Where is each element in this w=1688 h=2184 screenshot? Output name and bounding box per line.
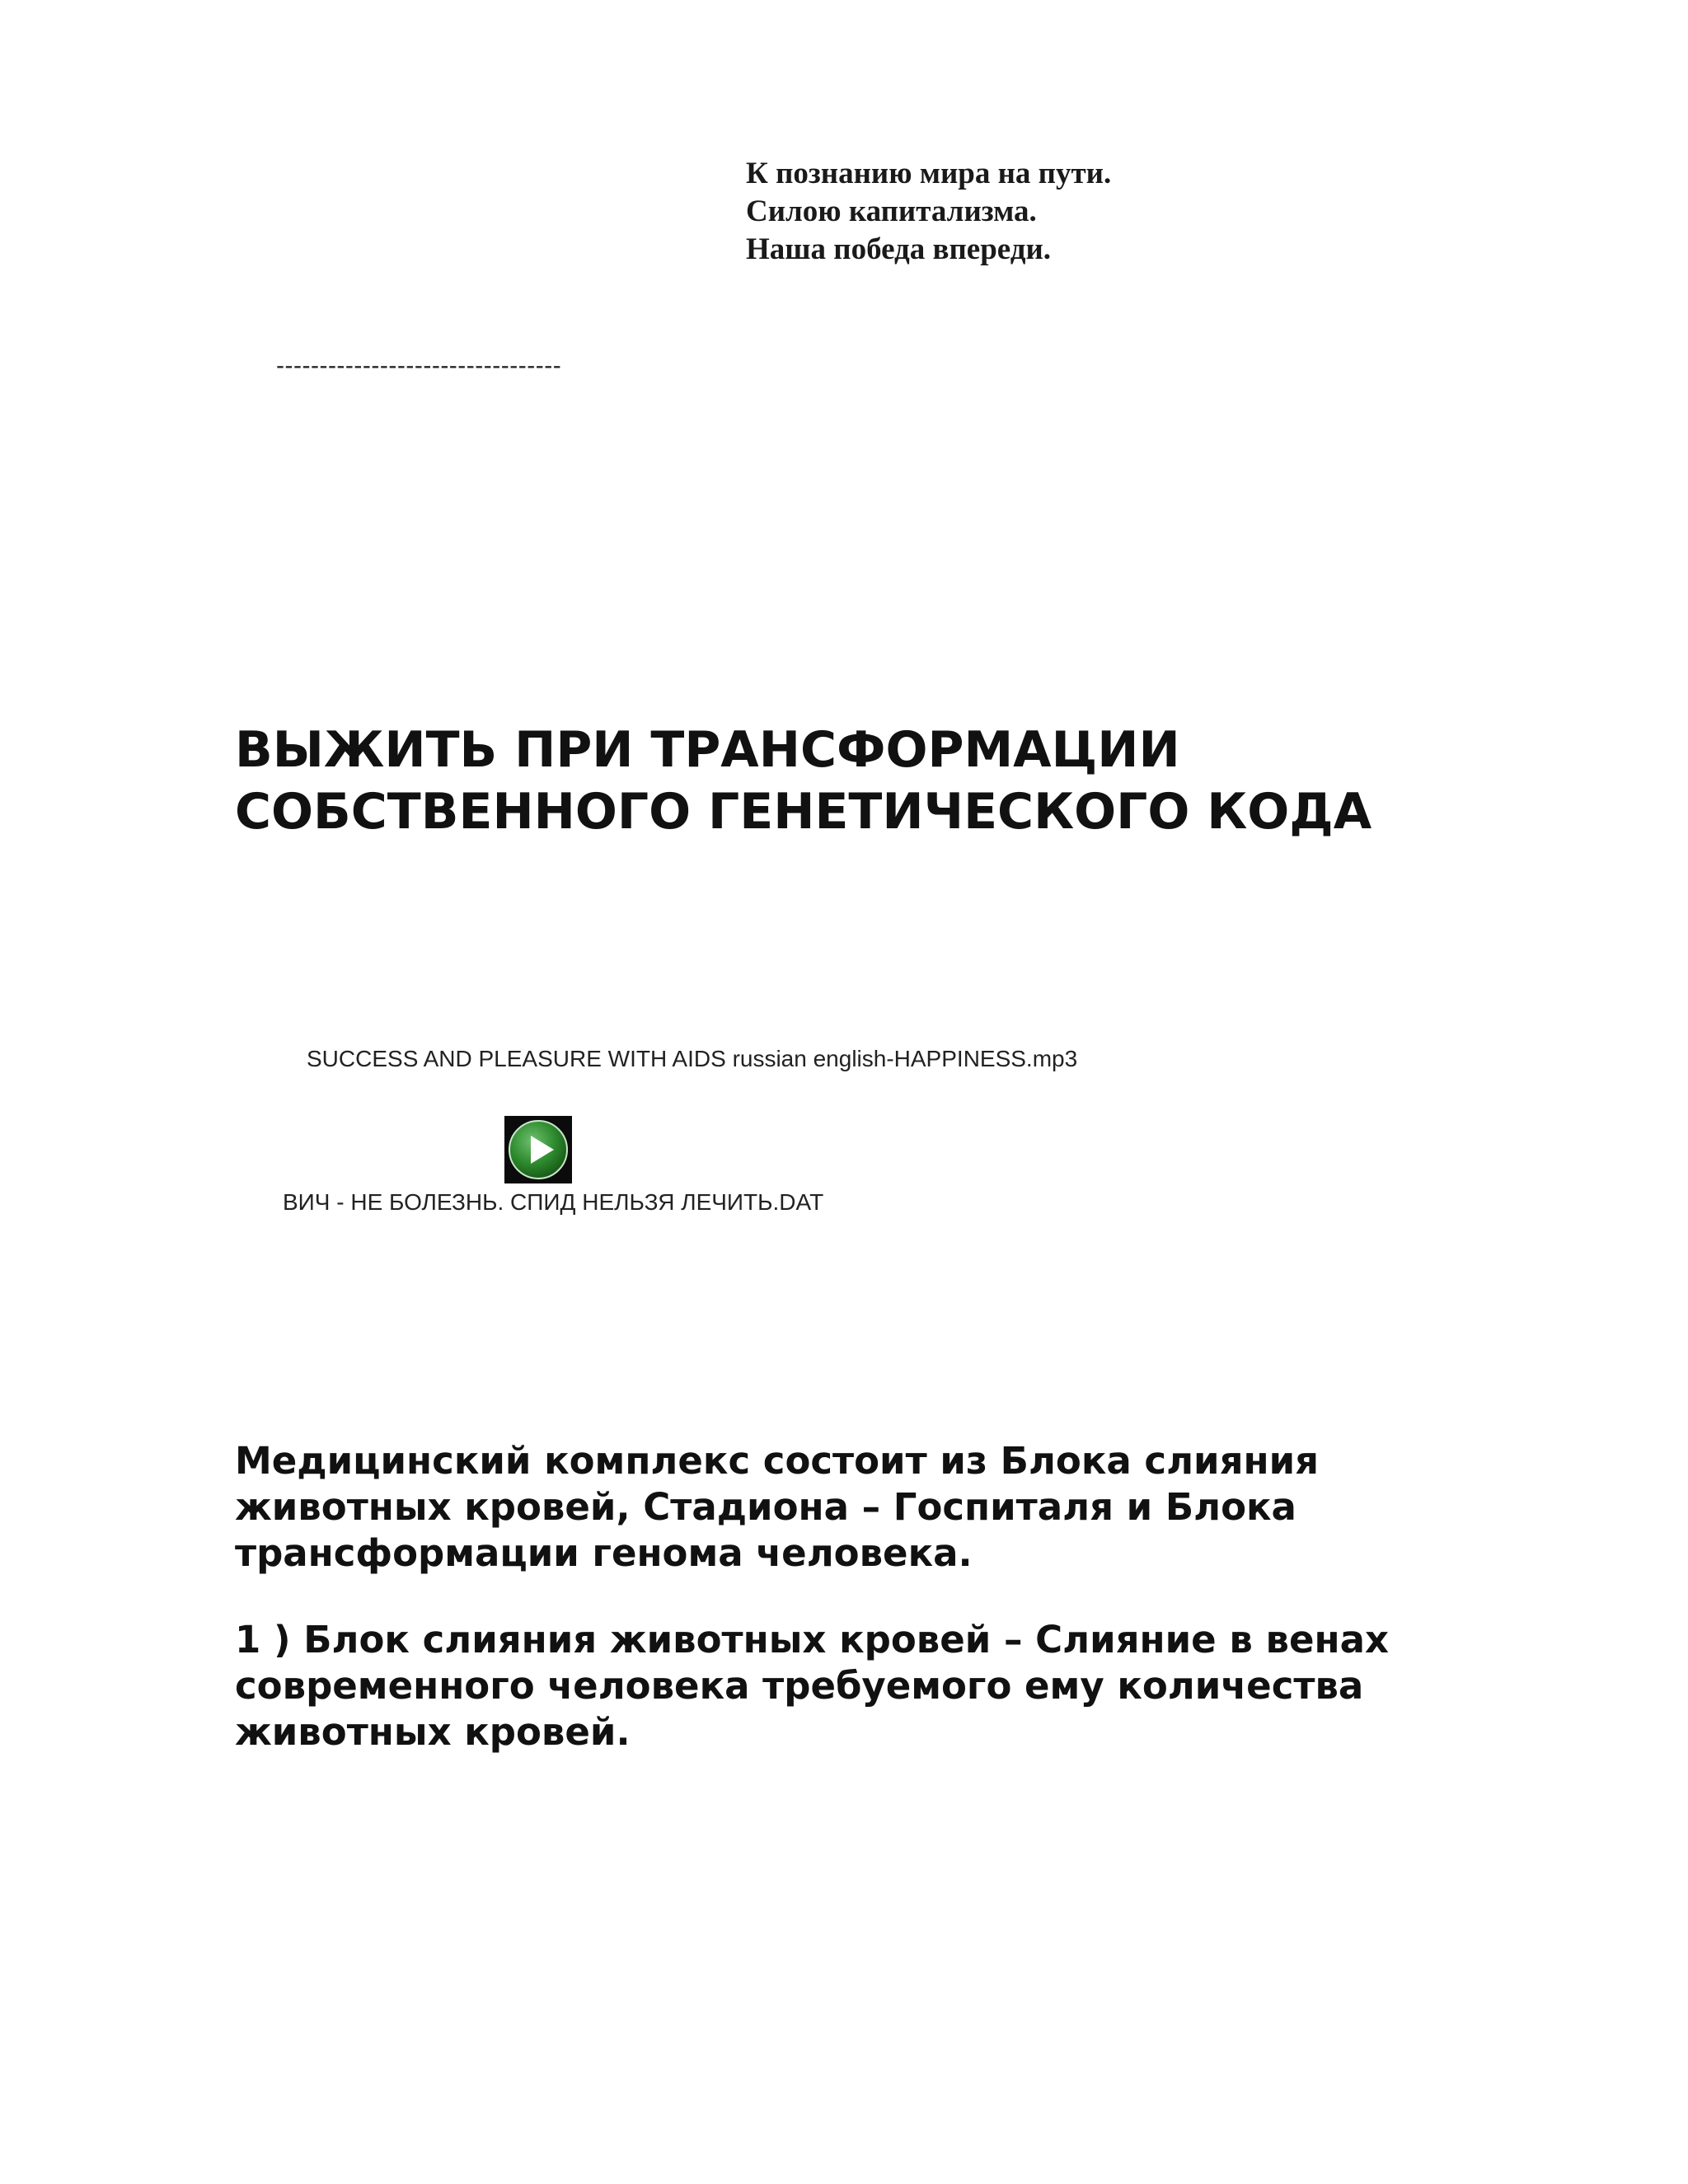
paragraph-medical-complex	[235, 1438, 1319, 1577]
paragraph-line: Медицинский комплекс состоит из Блока слияния	[235, 1439, 1319, 1483]
page-title	[235, 719, 1372, 843]
paragraph-line: животных кровей.	[235, 1710, 631, 1754]
page-title-line: ВЫЖИТЬ ПРИ ТРАНСФОРМАЦИИ	[235, 721, 1180, 779]
play-button[interactable]	[504, 1116, 572, 1183]
dashed-separator: ---------------------------------	[276, 352, 562, 379]
paragraph-line: 1 ) Блок слияния животных кровей – Слияние в венах	[235, 1618, 1389, 1661]
video-file-link[interactable]: ВИЧ - НЕ БОЛЕЗНЬ. СПИД НЕЛЬЗЯ ЛЕЧИТЬ.DAT	[283, 1189, 824, 1215]
epigraph	[746, 155, 1111, 269]
paragraph-line: современного человека требуемого ему количества	[235, 1664, 1364, 1708]
epigraph-line: К познанию мира на пути.	[746, 157, 1112, 190]
paragraph-line: трансформации генома человека.	[235, 1531, 973, 1575]
epigraph-line: Силою капитализма.	[746, 194, 1037, 228]
page-title-line: СОБСТВЕННОГО ГЕНЕТИЧЕСКОГО КОДА	[235, 783, 1372, 841]
paragraph-blood-fusion-block	[235, 1617, 1389, 1755]
epigraph-line: Наша победа впереди.	[746, 232, 1052, 266]
paragraph-line: животных кровей, Стадиона – Госпиталя и Блока	[235, 1485, 1296, 1529]
audio-file-link[interactable]: SUCCESS AND PLEASURE WITH AIDS russian english-HAPPINESS.mp3	[307, 1046, 1078, 1071]
play-icon	[507, 1118, 570, 1181]
